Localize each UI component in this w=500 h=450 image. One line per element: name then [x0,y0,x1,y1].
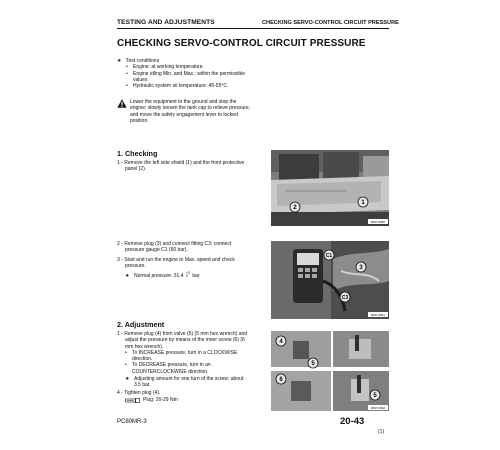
header-rule [117,28,389,29]
star-icon: ★ [125,376,130,383]
warning-text: Lower the equipment to the ground and stop the engine; slowly loosen the tank cap to relieve pressure, and move the safety engagement lever to locked position. [130,99,251,124]
callout-6: 6 [279,377,283,383]
adjusting-note: ★ Adjusting amount for one turn of the screw: about [125,376,244,383]
test-conditions [117,58,267,89]
adjustment-step-4: 4 - Tighten plug (4). [117,389,161,396]
page-title: CHECKING SERVO-CONTROL CIRCUIT PRESSURE [117,38,366,49]
checking-step-1: 1 - Remove the left side shield (1) and the front protective panel (2). [117,160,245,173]
checking-step-3: 3 - Start and run the engine to Max. speed and check pressure. ★ Normal pressure: 31.4 +2 0 bar [117,257,267,279]
decrease-instruction: • To DECREASE pressure, turn in an [125,362,211,369]
adjustment-step-1: 1 - Remove plug (4) from valve (5) (5 mm hex wrench) and adjust the pressure by means of the inner screw (6) (6 mm hex wrench). • To INCREASE pressure, turn in a CLOCKWISE direction. • To DECREASE pressure, turn in an COUNTERCLOCKWISE direction. ★ Adjusting amount for one turn of the screw: about 3.5 bar. 4 - Tighten plug (4). Plug: 20-29 Nm [117,331,269,403]
condition-item: values [133,76,148,83]
callout-1: 1 [361,200,365,206]
test-conditions-label: ★ Test conditions [117,58,160,64]
callout-5: 5 [311,361,315,367]
valve-adjustment-illustration [271,331,389,411]
footer-revision: (1) [378,429,385,435]
photo-side-shield [271,150,389,226]
condition-item: • Hydraulic system oil temperature: 45-55°C. [126,83,229,90]
condition-item: • Engine idling Min. and Max.: within the permissible [126,70,245,77]
callout-5: 5 [373,393,377,399]
photo-code: RKP-0941 [371,313,385,317]
header-section-title: TESTING AND ADJUSTMENTS [117,19,215,26]
photo-code: RKP-0942 [371,406,385,410]
pressure-tolerance: +2 0 [185,270,190,279]
bullet-icon: • [125,349,127,356]
callout-c3: C3 [341,295,349,301]
warning-triangle-icon [117,99,127,108]
photo-valve-adjustment [271,331,389,411]
plug-torque: Plug: 20-29 Nm [117,397,269,403]
torque-wrench-icon [125,398,140,403]
increase-instruction: • To INCREASE pressure, turn in a CLOCKWISE [125,349,238,356]
header-topic-title: CHECKING SERVO-CONTROL CIRCUIT PRESSURE [262,20,399,26]
condition-item: • Engine: at working temperature. [126,64,204,71]
checking-step-2: 2 - Remove plug (3) and connect fitting C3; connect pressure gauge C1 (60 bar). [117,241,232,254]
section-adjustment-heading: 2. Adjustment [117,320,165,329]
bullet-icon: • [126,64,128,71]
bullet-icon: • [126,70,128,77]
callout-2: 2 [293,205,297,211]
callout-3: 3 [359,265,363,271]
pressure-gauge-illustration [271,241,389,319]
footer-model: PC80MR-3 [117,419,147,425]
safety-warning [117,99,257,124]
callout-4: 4 [279,339,283,345]
photo-pressure-gauge [271,241,389,319]
callout-c1: C1 [325,253,333,259]
section-checking-heading: 1. Checking [117,149,158,158]
normal-pressure: ★ Normal pressure: 31.4 +2 0 bar [125,270,200,279]
footer-page-number: 20-43 [340,416,365,427]
machine-side-illustration [271,150,389,226]
star-icon: ★ [117,58,122,64]
bullet-icon: • [125,362,127,369]
photo-code: RKP-0940 [371,220,385,224]
star-icon: ★ [125,272,130,279]
bullet-icon: • [126,83,128,90]
